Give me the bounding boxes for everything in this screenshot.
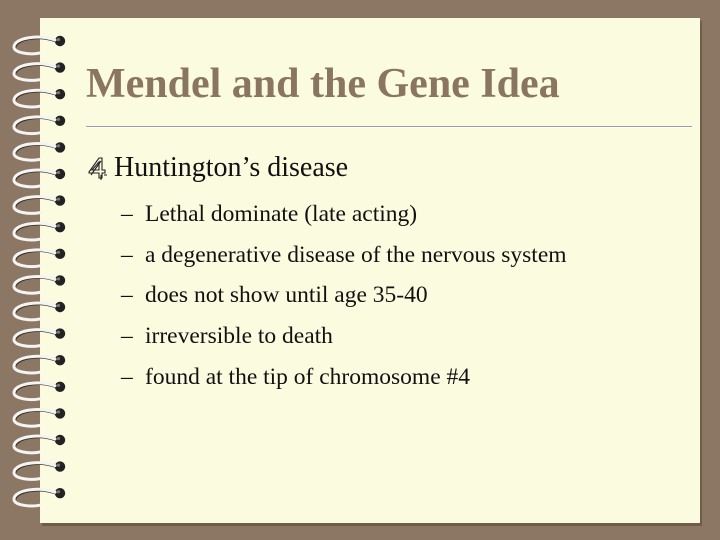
sub-bullet-text: found at the tip of chromosome #4 — [145, 363, 471, 390]
binding-ring — [14, 142, 65, 160]
outlined-number-4-icon — [86, 155, 112, 181]
bullet-text: Huntington’s disease — [114, 152, 349, 183]
slide-title: Mendel and the Gene Idea — [86, 61, 560, 107]
binding-ring — [14, 408, 65, 426]
dash-marker: – — [121, 201, 133, 227]
binding-ring — [14, 435, 65, 453]
binding-ring — [14, 36, 65, 54]
binding-ring — [14, 62, 65, 80]
bullet-item — [86, 152, 348, 184]
binding-ring — [14, 275, 65, 293]
title-divider — [86, 126, 692, 128]
sub-bullet-item — [121, 320, 567, 361]
binding-ring — [14, 116, 65, 134]
spiral-binding — [0, 0, 80, 540]
sub-bullet-text: irreversible to death — [145, 323, 333, 350]
binding-ring — [14, 328, 65, 346]
sub-bullet-text: a degenerative disease of the nervous system — [145, 241, 567, 268]
binding-ring — [14, 302, 65, 320]
dash-marker: – — [121, 241, 133, 268]
sub-bullet-item — [121, 239, 567, 280]
sub-bullet-item — [121, 279, 567, 320]
binding-ring — [14, 461, 65, 479]
sub-bullet-list — [121, 198, 567, 401]
binding-ring — [14, 355, 65, 373]
binding-ring — [14, 222, 65, 240]
binding-ring — [14, 382, 65, 400]
binding-ring — [14, 89, 65, 107]
binding-ring — [14, 169, 65, 187]
sub-bullet-item — [121, 198, 567, 239]
binding-ring — [14, 195, 65, 213]
dash-marker: – — [121, 363, 133, 390]
binding-ring — [14, 249, 65, 267]
sub-bullet-item — [121, 361, 567, 402]
binding-ring — [14, 488, 65, 506]
dash-marker: – — [121, 282, 133, 309]
sub-bullet-text: Lethal dominate (late acting) — [145, 201, 418, 227]
sub-bullet-text: does not show until age 35-40 — [145, 282, 428, 309]
dash-marker: – — [121, 323, 133, 350]
